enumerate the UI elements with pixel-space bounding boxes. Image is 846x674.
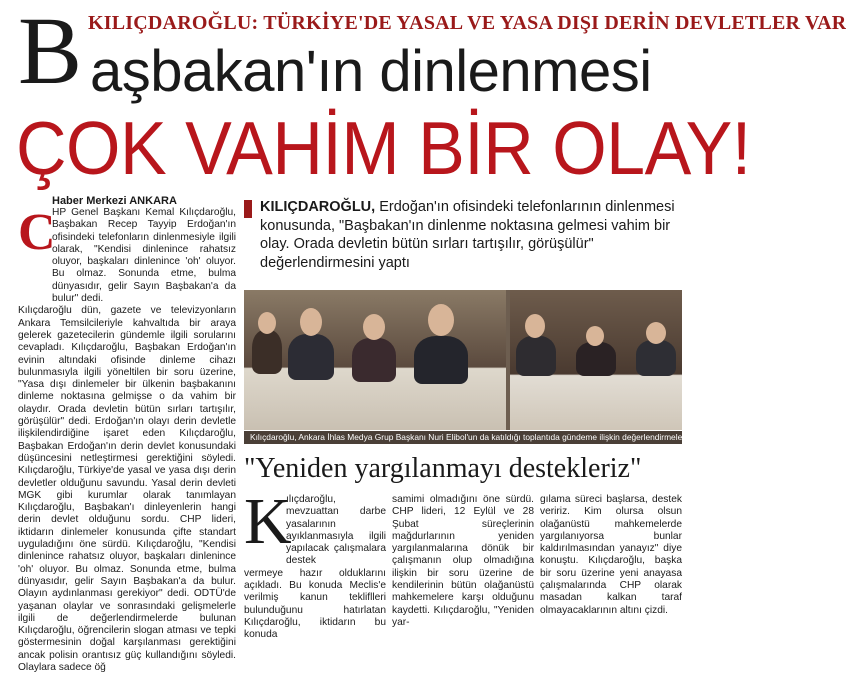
byline: Haber Merkezi ANKARA [52,195,177,207]
column-2-body: samimi olmadığını öne sürdü. CHP lideri, 12 Eylül ve 28 Şubat süreçlerinin mağdurlarının yeniden yargılanmalarına dönük bir çalışmanın olup olmadığına ilişkin bir soru üzerine de kendilerinin bütün olağanüstü mahkemelere karşı olduğunu kaydetti. Kılıçdaroğlu, "Yeniden yar- [392,494,534,628]
photo-left [244,290,506,430]
article-column-1 [244,485,386,641]
meeting-photo [244,290,682,430]
column-1-intro: ılıçdaroğlu, mevzuattan darbe yasalarının ayıklanmasıyla ilgili yapılacak çalışmalara destek [286,494,386,567]
left-column [18,195,236,673]
lead-name: KILIÇDAROĞLU, [260,199,376,215]
photo-right [510,290,682,430]
dropcap-c: C [18,204,56,261]
article-column-3 [540,494,682,616]
left-column-intro: HP Genel Başkanı Kemal Kılıçdaroğlu, Başbakan Recep Tayyip Erdoğan'ın ofisindeki telefonların dinlenmesiyle ilgili olarak, "Kendisi dinlenince rahatsız oluyor, başkaları dinlenince 'oh' oluyor. Bu olmaz. Sonunda etme, bulma dünyasıdır, gelir Sayın Başbakan'a da bulur" dedi. [52,207,236,305]
pull-quote: "Yeniden yargılanmayı destekleriz" [244,453,642,484]
lead-text [260,198,682,272]
photo-caption: Kılıçdaroğlu, Ankara İhlas Medya Grup Başkanı Nuri Elibol'un da katıldığı toplantıda gündeme ilişkin değerlendirmelerde bulundu. [244,431,682,444]
column-1-body: vermeye hazır olduklarını açıkladı. Bu konuda Meclis'e verilmiş kanun tekliflleri bulunduğunu hatırlatan Kılıçdaroğlu, iktidarın bu konuda [244,567,386,641]
dropcap-k: K [244,485,292,558]
headline-line1: aşbakan'ın dinlenmesi [90,39,652,104]
lead-bar [244,200,252,218]
lead-paragraph [244,198,682,272]
column-3-body: gılama süreci başlarsa, destek veririz. Kim olursa olsun olağanüstü mahkemelerde yargılanıyorsa bunlar kaldırılmasından yanayız" diye konuştu. Kılıçdaroğlu, başka bir soru üzerine yeni anayasa çalışmalarında CHP olarak masadan kalkan taraf olmayacaklarının altını çizdi. [540,494,682,616]
lead-body: Erdoğan'ın ofisindeki telefonlarının dinlenmesi konusunda, "Başbakan'ın dinlenme noktasına gelmesi vahim bir olay. Orada devletin bütün sırları tartışılır, görüşülür" değerlendirmesini yaptı [260,199,675,271]
headline-line2: ÇOK VAHİM BİR OLAY! [16,106,751,191]
headline-dropcap: B [18,0,83,104]
kicker-text: KILIÇDAROĞLU: TÜRKİYE'DE YASAL VE YASA DIŞI DERİN DEVLETLER VAR [88,12,846,34]
article-column-2 [392,494,534,628]
left-column-body: Kılıçdaroğlu dün, gazete ve televizyonların Ankara Temsilcileriyle kahvaltıda bir araya gelerek gazetecilerin gündemle ilgili sorularını cevapladı. Kılıçdaroğlu, Başbakan Erdoğan'ın evinin altındaki ofisinde dinleme cihazı bulunmasıyla ilgili yöneltilen bir soru üzerine, "Yasa dışı dinlemeler bir ülkenin başbakanını dinleme noktasına gelmişse o da vahim bir olaydır. Orada devletin bütün sırları tartışılır, görüşülür" dedi. Erdoğan'ın olayı derin devletle ilişkilendirdiğine işaret eden Kılıçdaroğlu, Başbakan Erdoğan'ın derin devlet konusundaki düşüncesini netleştirmesi gerektiğini söyledi. Kılıçdaroğlu, Türkiye'de yasal ve yasa dışı derin devletler olduğunu savundu. Yasal derin devleti MGK gibi kurumlar olarak tanımlayan Kılıçdaroğlu, Başbakan'ı dinleyenlerin hangi derin devlet olduğunu sordu. CHP lideri, iktidarın dinlemeler konusunda çifte standart uyguladığını öne sürdü. Kılıçdaroğlu, "Kendisi dinlenince rahatsız oluyor, başkaları dinlenince 'oh' oluyor. Bu olmaz. Sonunda etme, bulma dünyasıdır, gelir Sayın Başbakan'a da bulur. Olayın aydınlanması gerekiyor" dedi. ODTÜ'de yaşanan olaylar ve sonrasındaki gelişmelerle ilgili de değerlendirmelerde bulunan Kılıçdaroğlu, öğrencilerin slogan atması ve tepki göstermesinin doğal karşılanması gerektiğini ancak polisin orantısız güç kullandığını söyledi. Olaylara sadece öğ [18,305,236,673]
